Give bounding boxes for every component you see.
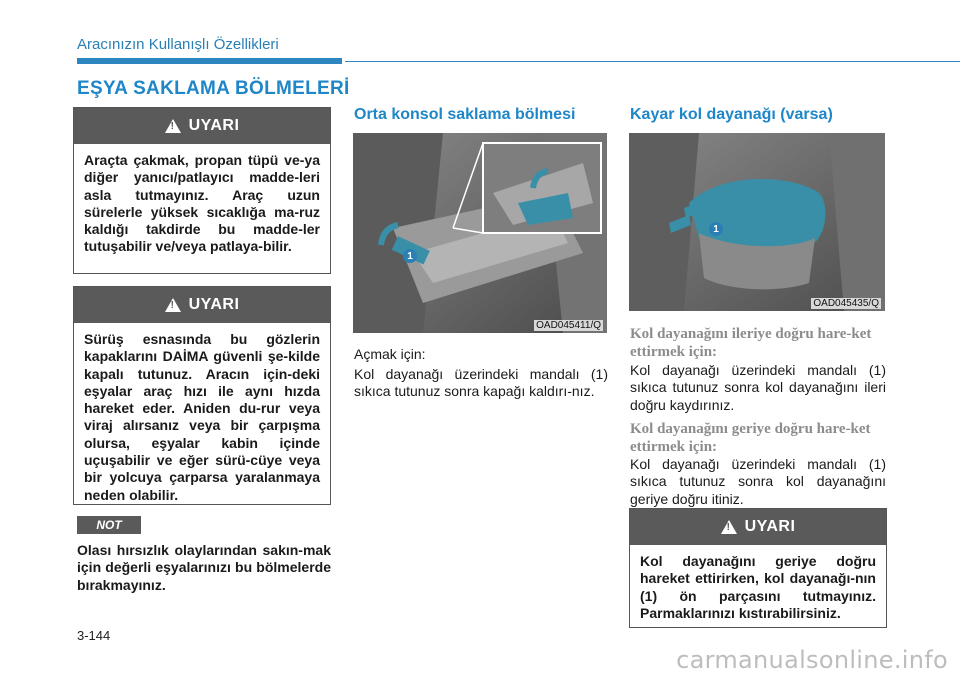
section-title-center-console: Orta konsol saklama bölmesi	[354, 106, 576, 123]
warning-triangle-icon	[721, 520, 737, 534]
note-badge: NOT	[77, 516, 141, 534]
warning-header	[74, 108, 330, 144]
warning-box-compartment-lids	[73, 286, 331, 505]
warning-label: UYARI	[188, 117, 240, 134]
page-number: 3-144	[77, 628, 111, 643]
page-title: EŞYA SAKLAMA BÖLMELERİ	[77, 78, 350, 99]
image-caption: OAD045411/Q	[536, 320, 601, 331]
center-console-illustration	[353, 133, 607, 333]
instruction-text: Kol dayanağı üzerindeki mandalı (1) sıkıca tutunuz sonra kapağı kaldırı-nız.	[354, 366, 608, 400]
warning-triangle-icon	[165, 298, 181, 312]
header-rule-thick	[77, 58, 342, 64]
running-head: Aracınızın Kullanışlı Özellikleri	[77, 36, 279, 53]
watermark: carmanualsonline.info	[676, 646, 948, 674]
forward-text: Kol dayanağı üzerindeki mandalı (1) sıkıca tutunuz sonra kol dayanağını ileri doğru kaydırınız.	[630, 362, 886, 413]
warning-label: UYARI	[744, 518, 796, 535]
image-caption: OAD045435/Q	[813, 298, 879, 309]
backward-heading: Kol dayanağını geriye doğru hare-ket ettirmek için:	[630, 421, 871, 455]
callout-marker: 1	[709, 222, 723, 236]
backward-text: Kol dayanağı üzerindeki mandalı (1) sıkıca tutunuz sonra kol dayanağını geriye doğru itiniz.	[630, 456, 886, 507]
warning-text: Araçta çakmak, propan tüpü ve-ya diğer yanıcı/patlayıcı madde-leri asla tutmayınız. Araç uzun sürelerle yüksek sıcaklığa ma-ruz kaldığı takdirde bu madde-ler tutuşabilir ve/veya patlaya-bilir.	[84, 152, 320, 255]
sliding-armrest-photo	[629, 133, 885, 311]
warning-triangle-icon	[165, 119, 181, 133]
warning-box-armrest	[629, 508, 887, 628]
warning-box-lighter	[73, 107, 331, 274]
center-console-photo	[353, 133, 607, 333]
note-text: Olası hırsızlık olaylarından sakın-mak için değerli eşyalarınızı bu bölmelerde bırakmayınız.	[77, 542, 331, 593]
warning-label: UYARI	[188, 296, 240, 313]
sliding-armrest-illustration	[629, 133, 885, 311]
warning-header	[74, 287, 330, 323]
warning-header	[630, 509, 886, 545]
warning-text: Sürüş esnasında bu gözlerin kapaklarını DAİMA güvenli şe-kilde kapalı tutunuz. Aracın için-deki eşyalar araç hızı ile aynı hızda hareket eder. Aniden du-rur veya viraj alırsanız veya bir çarpışma olursa, eşyalar kabin içinde uçuşabilir ve eğer sürü-cüye veya bir yolcuya çarparsa yaralanmaya neden olabilir.	[84, 331, 320, 503]
intro-text: Açmak için:	[354, 346, 426, 362]
section-title-sliding-armrest: Kayar kol dayanağı (varsa)	[630, 106, 833, 123]
header-rule-thin	[345, 61, 960, 62]
forward-heading: Kol dayanağını ileriye doğru hare-ket ettirmek için:	[630, 326, 872, 360]
callout-marker: 1	[403, 249, 417, 263]
warning-text: Kol dayanağını geriye doğru hareket ettirirken, kol dayanağı-nın (1) ön parçasını tutmayınız. Parmaklarınızı kıstırabilirsiniz.	[640, 553, 876, 621]
